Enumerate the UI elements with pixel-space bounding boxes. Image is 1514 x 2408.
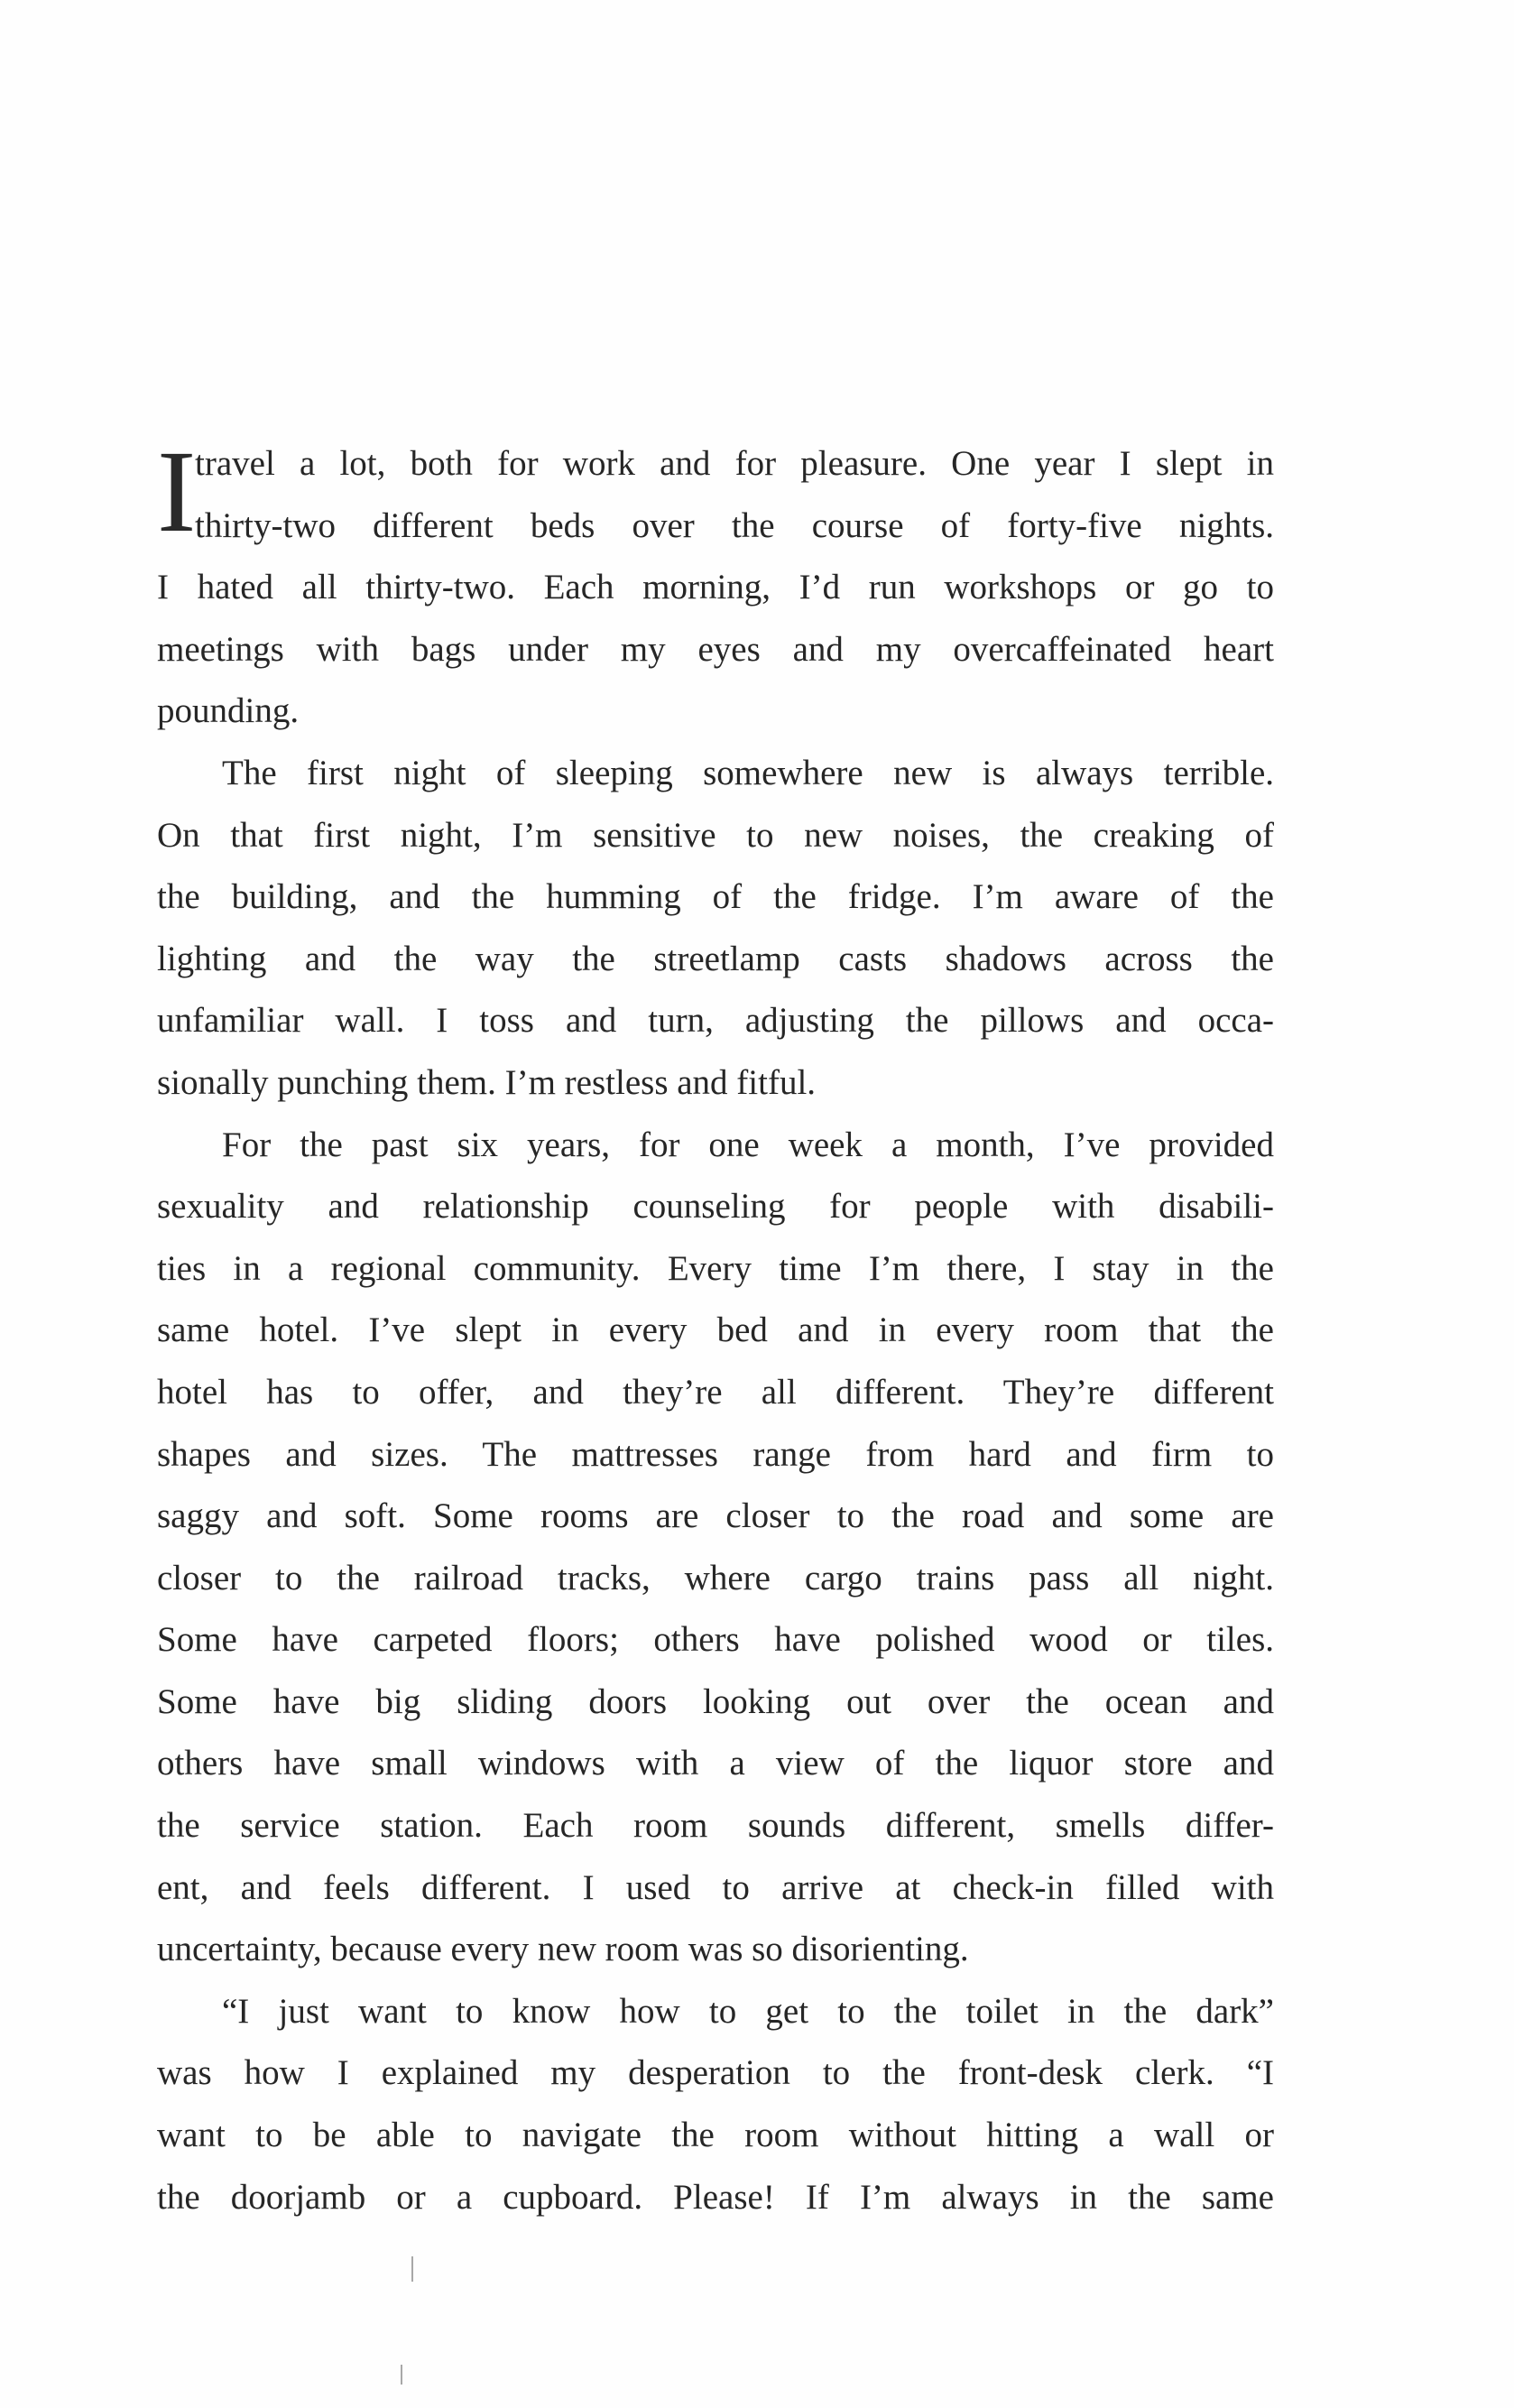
text-line: On that first night, I’m sensitive to new noises, the creaking of xyxy=(157,815,1274,855)
text-line: sionally punching them. I’m restless and fitful. xyxy=(157,1062,817,1102)
text-line: the doorjamb or a cupboard. Please! If I’m always in the same xyxy=(157,2177,1274,2217)
text-line: saggy and soft. Some rooms are closer to the road and some are xyxy=(157,1496,1274,1536)
paragraph-start-line: “I just want to know how to get to the toilet in the dark” xyxy=(222,1991,1274,2031)
text-line: thirty-two different beds over the course of forty-five nights. xyxy=(195,505,1274,545)
text-line: the service station. Each room sounds different, smells differ- xyxy=(157,1806,1274,1846)
text-line: others have small windows with a view of the liquor store and xyxy=(157,1744,1274,1783)
text-line: want to be able to navigate the room without hitting a wall or xyxy=(157,2116,1274,2155)
text-line: the building, and the humming of the fridge. I’m aware of the xyxy=(157,877,1274,917)
drop-cap: I xyxy=(157,440,197,544)
text-line: Some have carpeted floors; others have polished wood or tiles. xyxy=(157,1620,1274,1660)
text-line: hotel has to offer, and they’re all different. They’re different xyxy=(157,1372,1274,1412)
text-line: shapes and sizes. The mattresses range from hard and firm to xyxy=(157,1434,1274,1474)
text-line: was how I explained my desperation to the front-desk clerk. “I xyxy=(157,2053,1274,2093)
text-line: Some have big sliding doors looking out over the ocean and xyxy=(157,1681,1274,1721)
scan-speck xyxy=(401,2365,402,2385)
text-line: ties in a regional community. Every time I’m there, I stay in the xyxy=(157,1248,1274,1288)
text-line: meetings with bags under my eyes and my overcaffeinated heart xyxy=(157,629,1274,669)
scan-speck xyxy=(411,2256,413,2282)
text-line: sexuality and relationship counseling for people with disabili- xyxy=(157,1187,1274,1227)
paragraph-start-line: For the past six years, for one week a month, I’ve provided xyxy=(222,1125,1274,1164)
text-line: travel a lot, both for work and for pleasure. One year I slept in xyxy=(195,444,1274,483)
paragraph-start-line: The first night of sleeping somewhere new is always terrible. xyxy=(222,753,1274,792)
body-text xyxy=(157,433,1274,2228)
text-line: same hotel. I’ve slept in every bed and in every room that the xyxy=(157,1311,1274,1350)
text-line: ent, and feels different. I used to arrive at check-in filled with xyxy=(157,1867,1274,1907)
text-line: pounding. xyxy=(157,691,300,731)
text-line: closer to the railroad tracks, where cargo trains pass all night. xyxy=(157,1558,1274,1598)
text-line: lighting and the way the streetlamp casts shadows across the xyxy=(157,939,1274,978)
text-line: unfamiliar wall. I toss and turn, adjusting the pillows and occa- xyxy=(157,1001,1274,1041)
text-line: I hated all thirty-two. Each morning, I’d run workshops or go to xyxy=(157,568,1274,607)
text-line: uncertainty, because every new room was so disorienting. xyxy=(157,1930,969,1969)
